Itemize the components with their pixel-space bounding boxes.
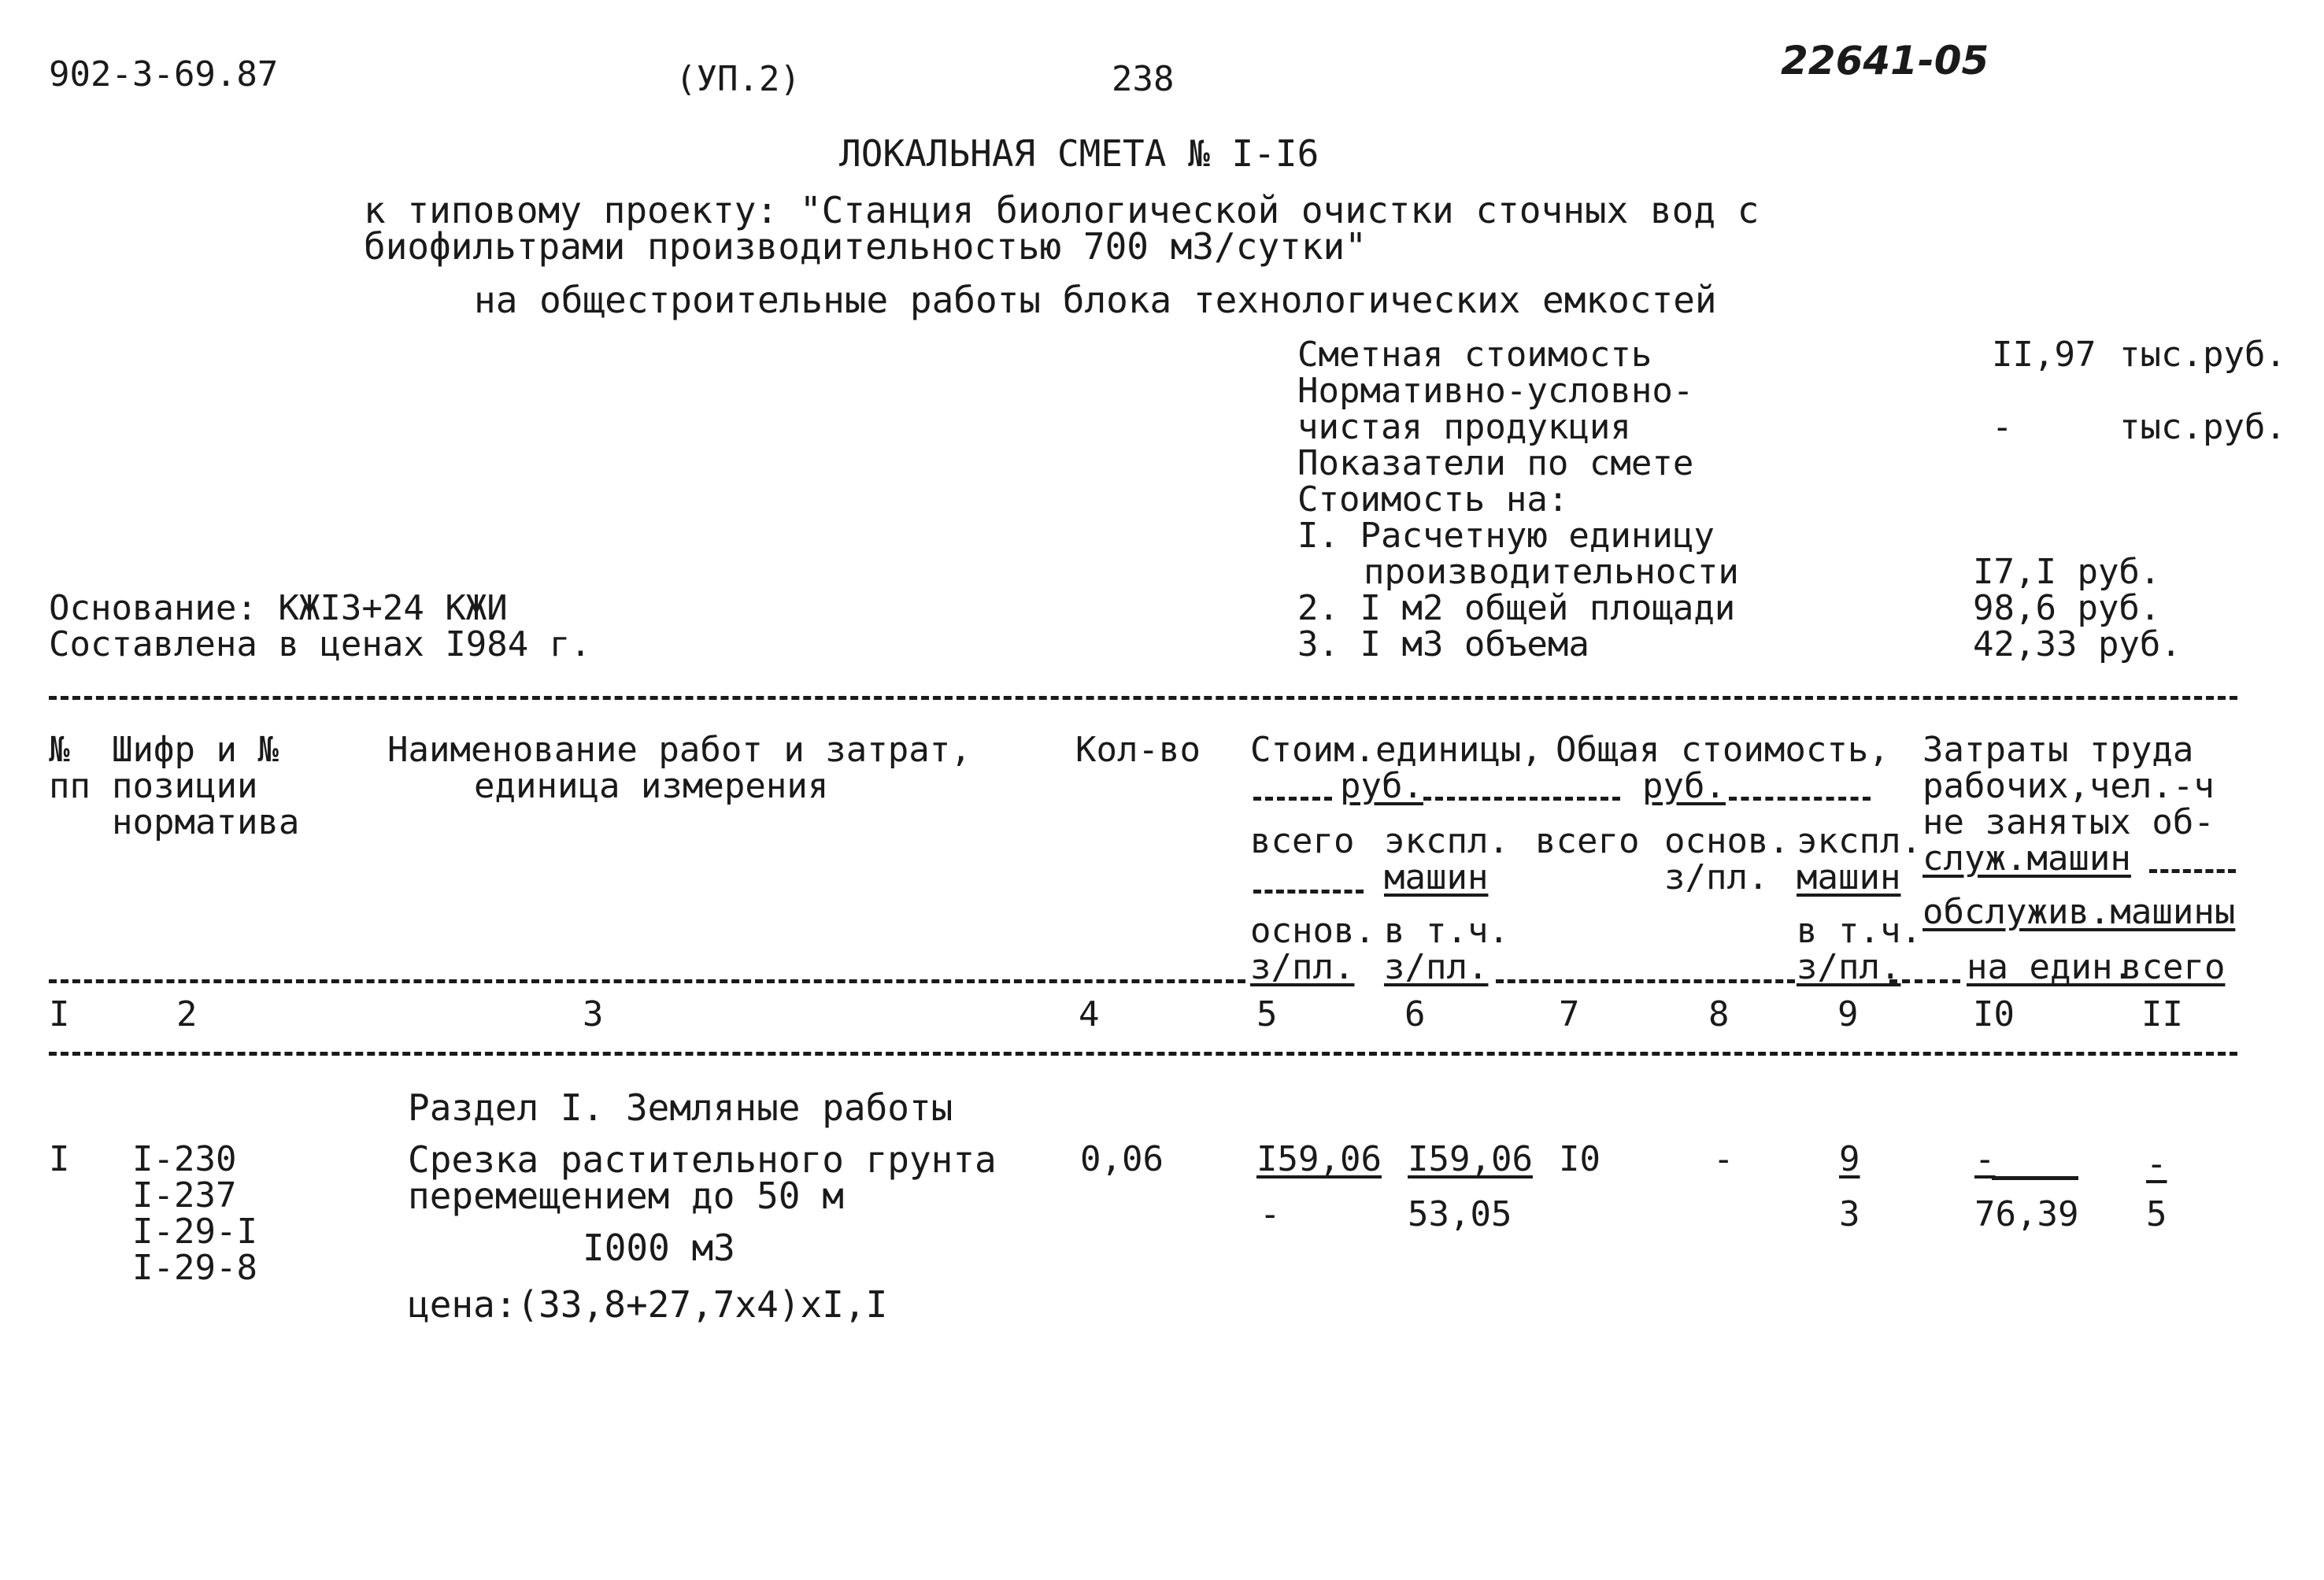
normative-label-2: чистая продукция <box>1297 407 1631 447</box>
row-total-machine: 9 <box>1839 1139 1860 1179</box>
basis-line-2: Составлена в ценах I984 г. <box>49 624 591 664</box>
column-number: 6 <box>1404 994 1426 1034</box>
indicator-3-value: 42,33 руб. <box>1973 624 2182 664</box>
section-title: Раздел I. Земляные работы <box>408 1086 953 1129</box>
column-number: 7 <box>1559 994 1580 1034</box>
cost-label: Сметная стоимость <box>1297 335 1652 375</box>
labor-header-3: не занятых об- <box>1922 802 2215 842</box>
row-labor-unit-underline <box>1992 1176 2078 1180</box>
labor-underline-a <box>2149 869 2236 873</box>
header-bottom-rule <box>49 979 1245 983</box>
indicator-2-label: 2. I м2 общей площади <box>1297 588 1736 628</box>
h-machines-2: машин <box>1797 857 1901 897</box>
row-unit-base-wage: - <box>1260 1194 1281 1234</box>
column-number: 5 <box>1256 994 1278 1034</box>
h-wage: з/пл. <box>1664 857 1769 897</box>
project-line-2: биофильтрами производительностью 700 м3/сутки" <box>364 225 1367 268</box>
indicator-2-value: 98,6 руб. <box>1973 588 2161 628</box>
column-number: 3 <box>583 994 604 1034</box>
labor-per-unit: на един. <box>1967 947 2133 987</box>
indicator-1-line-2: производительности <box>1364 552 1739 592</box>
total-cost-title: Общая стоимость, <box>1556 730 1889 770</box>
row-labor-total-bottom: 5 <box>2146 1194 2167 1234</box>
labor-total: всего <box>2121 947 2226 987</box>
h-machine-ops-2: экспл. <box>1797 821 1922 861</box>
h-incl-1: в т.ч. <box>1384 911 1509 951</box>
row-price-formula: цена:(33,8+27,7х4)хI,I <box>408 1283 888 1326</box>
row-name-2: перемещением до 50 м <box>408 1175 844 1217</box>
normative-label-1: Нормативно-условно- <box>1297 371 1694 411</box>
labor-header-4: служ.машин <box>1922 838 2131 879</box>
row-code: I-29-I <box>132 1212 257 1252</box>
normative-value: - <box>1992 407 2013 447</box>
h-incl-wage-2: з/пл. <box>1797 947 1901 987</box>
col3-header-2: единица измерения <box>474 766 829 806</box>
row-labor-unit-bottom: 76,39 <box>1974 1194 2079 1234</box>
works-description: на общестроительные работы блока технологических емкостей <box>474 279 1717 321</box>
h-incl-2: в т.ч. <box>1797 911 1922 951</box>
header-bottom-rule-c <box>1889 979 1960 983</box>
column-number: II <box>2141 994 2183 1034</box>
header-bottom-rule-b <box>1496 979 1795 983</box>
total-cost-underline <box>1729 797 1871 801</box>
row-labor-total-top: - <box>2146 1144 2167 1184</box>
col2-header-2: позиции <box>112 766 258 806</box>
page-number: 238 <box>1112 59 1175 99</box>
h-base-wage-1: основ. <box>1250 911 1375 951</box>
unit-cost-rub: руб. <box>1340 766 1423 806</box>
project-code: 902-3-69.87 <box>49 54 279 94</box>
row-code: I-29-8 <box>132 1248 257 1288</box>
cost-unit: тыс.руб. <box>2119 335 2286 375</box>
h-base-wage-2: з/пл. <box>1250 947 1355 987</box>
col4-header: Кол-во <box>1075 730 1201 770</box>
h-total: всего <box>1250 821 1355 861</box>
indicator-1-line-1: I. Расчетную единицу <box>1297 516 1715 556</box>
labor-header-5: обслужив.машины <box>1922 892 2236 932</box>
row-total-machine-wage: 3 <box>1839 1194 1860 1234</box>
row-unit: I000 м3 <box>583 1227 735 1269</box>
row-total-base: - <box>1713 1139 1734 1179</box>
project-line-1: к типовому проекту: "Станция биологической очистки сточных вод с <box>364 189 1760 231</box>
indicator-3-label: 3. I м3 объема <box>1297 624 1589 664</box>
column-number: I0 <box>1973 994 2015 1034</box>
separator-top <box>49 696 2237 700</box>
indicator-1-value: I7,I руб. <box>1973 552 2161 592</box>
unit-cost-underline-a <box>1253 797 1332 801</box>
unit-cost-title: Стоим.единицы, <box>1250 730 1542 770</box>
indicators-label: Показатели по смете <box>1297 443 1694 483</box>
total-cost-rub: руб. <box>1642 766 1726 806</box>
h-machine-ops: экспл. <box>1384 821 1509 861</box>
row-total: I0 <box>1559 1139 1601 1179</box>
col2-header-3: норматива <box>112 802 300 842</box>
column-number: 9 <box>1837 994 1859 1034</box>
labor-header-2: рабочих,чел.-ч <box>1922 766 2215 806</box>
row-code: I-237 <box>132 1175 237 1216</box>
h-base: основ. <box>1664 821 1789 861</box>
inventory-number: 22641-05 <box>1781 38 1989 83</box>
row-number: I <box>49 1139 70 1179</box>
cost-value: II,97 <box>1992 335 2096 375</box>
cost-per-label: Стоимость на: <box>1297 479 1569 520</box>
h-total-2: всего <box>1535 821 1640 861</box>
separator-columns <box>49 1052 2237 1056</box>
row-unit-total: I59,06 <box>1256 1139 1382 1179</box>
column-number: I <box>49 994 70 1034</box>
row-unit-machine: I59,06 <box>1408 1139 1533 1179</box>
row-code: I-230 <box>132 1139 237 1179</box>
basis-line-1: Основание: КЖI3+24 КЖИ <box>49 588 508 628</box>
row-name-1: Срезка растительного грунта <box>408 1138 997 1181</box>
h-incl-wage-1: з/пл. <box>1384 947 1489 987</box>
normative-unit: тыс.руб. <box>2119 407 2286 447</box>
row-labor-unit-top: - <box>1974 1139 1996 1179</box>
document-title: ЛОКАЛЬНАЯ СМЕТА № I-I6 <box>839 132 1319 175</box>
h-machines: машин <box>1384 857 1489 897</box>
col1-header-2: пп <box>49 766 91 806</box>
row-unit-machine-wage: 53,05 <box>1408 1194 1512 1234</box>
col3-header-1: Наименование работ и затрат, <box>387 730 971 770</box>
album-number: (УП.2) <box>675 59 801 99</box>
row-quantity: 0,06 <box>1080 1139 1164 1179</box>
column-number: 8 <box>1708 994 1730 1034</box>
unit-cost-underline-b <box>1423 797 1620 801</box>
column-number: 4 <box>1079 994 1100 1034</box>
column-number: 2 <box>176 994 198 1034</box>
labor-header-1: Затраты труда <box>1922 730 2194 770</box>
h-total-underline <box>1253 890 1364 894</box>
col1-header-1: № <box>49 730 70 770</box>
col2-header-1: Шифр и № <box>112 730 279 770</box>
